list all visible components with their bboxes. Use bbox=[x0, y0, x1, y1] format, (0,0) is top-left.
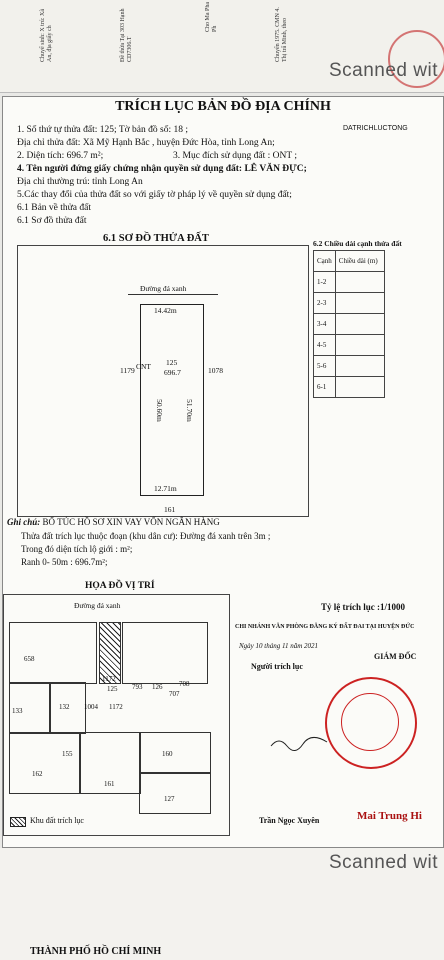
map-road-label: Đường đá xanh bbox=[74, 601, 121, 610]
left-neighbor: 1179 bbox=[120, 366, 135, 375]
edge-cell: 3-4 bbox=[314, 314, 336, 335]
legend-label: Khu đất trích lục bbox=[30, 816, 84, 825]
map-number: 127 bbox=[164, 795, 175, 803]
cadastral-extract-sheet bbox=[2, 96, 444, 848]
map-number: 133 bbox=[12, 707, 23, 715]
extractor-title: Người trích lục bbox=[251, 662, 303, 671]
extractor-name: Trần Ngọc Xuyên bbox=[259, 816, 320, 825]
rotated-text: Cho Ma Pha Ph bbox=[205, 2, 218, 32]
note-block bbox=[7, 517, 220, 527]
edge-cell: 6-1 bbox=[314, 377, 336, 398]
map-number: 793 bbox=[132, 683, 143, 691]
cnt-label: CNT bbox=[136, 362, 151, 371]
map-number: 161 bbox=[104, 780, 115, 788]
edges-table bbox=[313, 250, 385, 398]
map-number: 1172 bbox=[102, 675, 116, 683]
parcel-area: 696.7 bbox=[164, 368, 181, 377]
map-number: 707 bbox=[169, 690, 180, 698]
owner-line: 4. Tên người đứng giấy chứng nhận quyền sử dụng đất: LÊ VĂN ĐỰC; bbox=[17, 164, 307, 174]
residence-line: Địa chỉ thường trú: tỉnh Long An bbox=[17, 177, 143, 187]
road-line bbox=[128, 294, 218, 295]
bottom-width: 12.71m bbox=[154, 484, 177, 493]
edge-cell: 5-6 bbox=[314, 356, 336, 377]
map-parcel bbox=[9, 732, 81, 794]
changes-line: 5.Các thay đổi của thửa đất so với giấy tờ pháp lý về quyền sử dụng đất; bbox=[17, 190, 292, 200]
address-line: Địa chỉ thửa đất: Xã Mỹ Hạnh Bắc , huyện Đức Hòa, tỉnh Long An; bbox=[17, 138, 275, 148]
map-number: 126 bbox=[152, 683, 163, 691]
note-item: Trong đó diện tích lộ giới : m²; bbox=[21, 544, 133, 554]
map-parcel bbox=[9, 622, 97, 684]
director-title: GIÁM ĐỐC bbox=[374, 652, 417, 661]
edges-heading: 6.2 Chiều dài cạnh thửa đất bbox=[313, 239, 402, 248]
watermark-text: Scanned wit bbox=[328, 60, 438, 81]
map-number: 658 bbox=[24, 655, 35, 663]
section-line: 6.1 Bản về thửa đất bbox=[17, 203, 92, 213]
scale-ratio: Tỷ lệ trích lục :1/1000 bbox=[321, 602, 405, 612]
section-line: 6.1 Sơ đồ thửa đất bbox=[17, 216, 87, 226]
map-number: 160 bbox=[162, 750, 173, 758]
watermark-text: Scanned wit bbox=[328, 852, 438, 873]
map-number: 125 bbox=[107, 685, 118, 693]
map-number: 132 bbox=[59, 703, 70, 711]
parcel-id: 125 bbox=[166, 358, 178, 367]
rotated-text: Đề thừa Tại 303 Hạnh CD7306.T bbox=[120, 8, 133, 62]
parcel-number-line: 1. Số thứ tự thửa đất: 125; Tờ bản đồ số: 18 ; bbox=[17, 125, 188, 135]
rotated-text: Chuyể sinh: X trú: Xã An, địa giấy ch bbox=[40, 9, 53, 62]
signature-icon bbox=[269, 734, 329, 754]
map-number: 708 bbox=[179, 680, 190, 688]
edges-header: Chiều dài (m) bbox=[335, 251, 384, 272]
office-name: CHI NHÁNH VĂN PHÒNG ĐĂNG KÝ ĐẤT ĐAI TẠI HUYỆN ĐỨC bbox=[235, 624, 415, 630]
edges-header: Cạnh bbox=[314, 251, 336, 272]
map-number: 162 bbox=[32, 770, 43, 778]
top-width: 14.42m bbox=[154, 306, 177, 315]
note-title: Ghi chú: bbox=[7, 517, 41, 527]
director-name: Mai Trung Hi bbox=[357, 810, 422, 822]
map-number: 1172 bbox=[109, 703, 123, 711]
page-title: TRÍCH LỤC BẢN ĐỒ ĐỊA CHÍNH bbox=[115, 99, 331, 114]
rotated-text: Chuyển 1975. CMN 4. Thị trấ Minh, theo bbox=[275, 7, 288, 62]
legend-swatch bbox=[10, 817, 26, 827]
map-heading: HỌA ĐỒ VỊ TRÍ bbox=[85, 581, 155, 591]
right-length: 51.70m bbox=[184, 399, 194, 422]
road-label: Đường đá xanh bbox=[140, 284, 187, 293]
diagram-heading: 6.1 SƠ ĐỒ THỬA ĐẤT bbox=[103, 233, 209, 244]
map-parcel bbox=[122, 622, 208, 684]
official-seal-icon bbox=[325, 677, 417, 769]
location-map bbox=[3, 594, 230, 836]
note-main: BỔ TÚC HỒ SƠ XIN VAY VỐN NGÂN HÀNG bbox=[42, 517, 220, 527]
bottom-neighbor: 161 bbox=[164, 505, 176, 514]
note-item: Thửa đất trích lục thuộc đoạn (khu dân cư): Đường đá xanh trên 3m ; bbox=[21, 531, 271, 541]
area-line: 2. Diện tích: 696.7 m²; bbox=[17, 151, 104, 161]
next-page-strip bbox=[0, 848, 444, 960]
edge-cell: 1-2 bbox=[314, 272, 336, 293]
previous-page-strip bbox=[0, 0, 444, 93]
map-parcel bbox=[139, 772, 211, 814]
parcel-diagram bbox=[17, 245, 309, 517]
left-length: 50.60m bbox=[154, 399, 164, 422]
sign-date: Ngày 10 tháng 11 năm 2021 bbox=[239, 642, 319, 650]
purpose-line: 3. Mục đích sử dụng đất : ONT ; bbox=[173, 151, 297, 161]
note-item: Ranh 0- 50m : 696.7m²; bbox=[21, 557, 108, 567]
edge-cell: 4-5 bbox=[314, 335, 336, 356]
doc-code: DATRICHLUCTONG bbox=[343, 125, 408, 132]
footer-text: THÀNH PHỐ HỒ CHÍ MINH bbox=[30, 946, 162, 957]
map-parcel bbox=[139, 732, 211, 774]
right-neighbor: 1078 bbox=[208, 366, 223, 375]
map-number: 155 bbox=[62, 750, 73, 758]
edge-cell: 2-3 bbox=[314, 293, 336, 314]
map-number: 1004 bbox=[84, 703, 98, 711]
parcel-outline bbox=[140, 304, 204, 496]
